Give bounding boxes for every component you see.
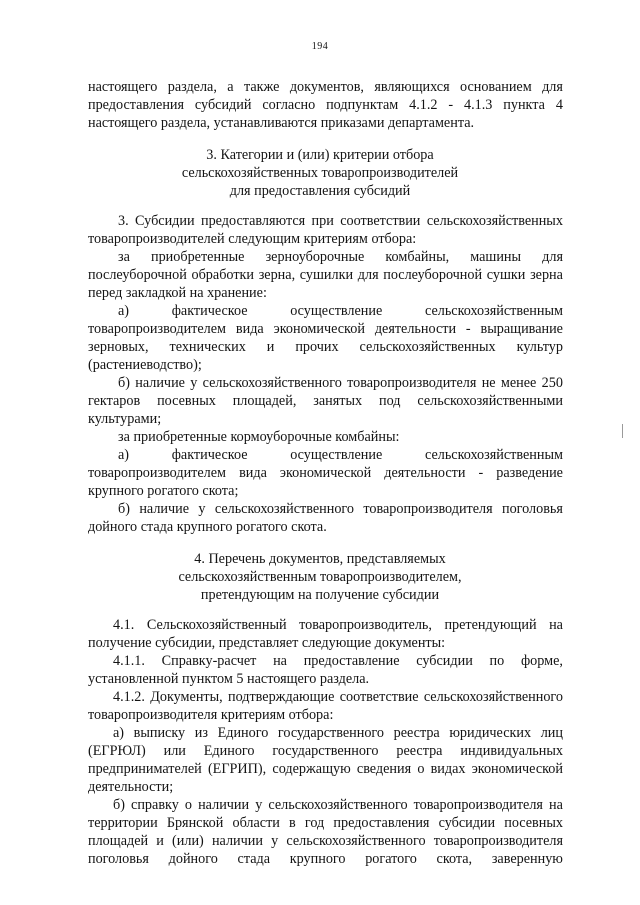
text-line xyxy=(88,266,563,284)
word: справку xyxy=(131,797,179,813)
word: о xyxy=(417,761,425,777)
text-line: перед закладкой на хранение: xyxy=(88,285,267,301)
word: б) xyxy=(113,797,125,813)
word: из xyxy=(194,725,208,741)
word: прочих xyxy=(295,339,339,355)
word: - xyxy=(448,97,454,113)
word: юридических xyxy=(449,725,532,741)
word: о xyxy=(184,797,192,813)
text-line: настоящего раздела, устанавливаются приказами департамента. xyxy=(88,115,475,131)
word: - xyxy=(478,465,484,481)
word: предоставляются xyxy=(200,213,306,229)
word: (ЕГРЮЛ) xyxy=(88,743,146,759)
word: экономической xyxy=(279,465,372,481)
word: Единого xyxy=(217,725,269,741)
word: по xyxy=(489,653,505,669)
word: документов, xyxy=(289,79,364,95)
text-line xyxy=(113,688,563,706)
word: наличие xyxy=(135,375,185,391)
section-4-heading-line: претендующим на получение субсидии xyxy=(200,587,440,603)
word: товаропроизводителя xyxy=(363,501,493,517)
text-line xyxy=(88,338,563,356)
word: площадей, xyxy=(232,393,297,409)
word: за xyxy=(118,249,130,265)
text-line: крупного рогатого скота; xyxy=(88,483,239,499)
word: у xyxy=(255,797,263,813)
word: реестра xyxy=(396,743,443,759)
text-line: товаропроизводителя критериям отбора: xyxy=(88,707,334,723)
word: выписку xyxy=(133,725,186,741)
word: а) xyxy=(113,725,125,741)
word: крупного xyxy=(289,851,346,867)
word: 4.1. xyxy=(113,617,135,633)
word: подпунктам xyxy=(326,97,399,113)
word: также xyxy=(243,79,280,95)
word: посевных xyxy=(157,393,216,409)
word: машины xyxy=(470,249,522,265)
section-3-heading-line: сельскохозяйственных товаропроизводителей xyxy=(181,165,459,181)
word: предоставления xyxy=(88,97,185,113)
word: заверенную xyxy=(491,851,563,867)
word: товаропроизводителем xyxy=(88,321,227,337)
text-line xyxy=(113,796,563,814)
word: сельскохозяйственными xyxy=(417,393,563,409)
word: сельскохозяйственных xyxy=(359,339,496,355)
word: сельскохозяйственного xyxy=(202,375,342,391)
word: пункта xyxy=(503,97,545,113)
section-4-heading-line: 4. Перечень документов, представляемых xyxy=(194,551,446,567)
word: товаропроизводитель, xyxy=(299,617,432,633)
word: претендующий xyxy=(444,617,537,633)
word: культур xyxy=(516,339,563,355)
word: а xyxy=(227,79,234,95)
word: при xyxy=(311,213,334,229)
word: зерновых, xyxy=(88,339,149,355)
word: вида xyxy=(235,321,264,337)
word: согласно xyxy=(262,97,316,113)
word: товаропроизводителя xyxy=(433,833,563,849)
word: государственного xyxy=(277,725,384,741)
page-number: 194 xyxy=(311,41,329,52)
word: или xyxy=(163,743,186,759)
text-line xyxy=(88,832,563,850)
text-line xyxy=(88,464,563,482)
word: площадей xyxy=(88,833,149,849)
word: (ЕГРИП), xyxy=(207,761,267,777)
word: гектаров xyxy=(88,393,141,409)
word: сельскохозяйственного xyxy=(286,833,426,849)
word: сельскохозяйственным xyxy=(424,447,563,463)
word: посевных xyxy=(504,815,563,831)
word: основанием xyxy=(460,79,532,95)
text-line: за приобретенные кормоуборочные комбайны: xyxy=(118,429,400,445)
word: в xyxy=(289,815,296,831)
word: являющихся xyxy=(374,79,450,95)
word: сельскохозяйственного xyxy=(214,501,354,517)
word: не xyxy=(481,375,496,391)
word: 4.1.2. xyxy=(113,689,145,705)
word: 4.1.2 xyxy=(409,97,438,113)
word: сушки xyxy=(486,267,526,283)
text-line xyxy=(88,760,563,778)
word: фактическое xyxy=(171,303,248,319)
text-line: (растениеводство); xyxy=(88,357,202,373)
word: (или) xyxy=(172,833,204,849)
word: б) xyxy=(118,501,130,517)
word: для xyxy=(542,79,563,95)
word: настоящего xyxy=(88,79,158,95)
word: занятых xyxy=(313,393,363,409)
word: подтверждающие xyxy=(227,689,335,705)
word: сельскохозяйственного xyxy=(268,797,408,813)
word: скота, xyxy=(436,851,473,867)
word: предоставления xyxy=(333,815,430,831)
word: лиц xyxy=(540,725,563,741)
word: товаропроизводителем xyxy=(88,465,227,481)
word: раздела, xyxy=(167,79,217,95)
word: деятельности xyxy=(384,465,466,481)
text-line: деятельности; xyxy=(88,779,174,795)
text-line: культурами; xyxy=(88,411,162,427)
section-3-heading-line: 3. Категории и (или) критерии отбора xyxy=(206,147,434,163)
word: выращивание xyxy=(480,321,563,337)
word: у xyxy=(190,375,198,391)
word: сельскохозяйственным xyxy=(424,303,563,319)
word: 3. xyxy=(118,213,129,229)
word: для xyxy=(542,249,563,265)
word: год xyxy=(304,815,325,831)
word: на xyxy=(549,797,563,813)
word: и xyxy=(266,339,275,355)
word: осуществление xyxy=(290,447,383,463)
word: фактическое xyxy=(171,447,248,463)
word: поголовья xyxy=(88,851,149,867)
word: поголовья xyxy=(502,501,563,517)
word: послеуборочной xyxy=(88,267,187,283)
word: стада xyxy=(237,851,271,867)
margin-mark xyxy=(622,424,623,438)
word: б) xyxy=(118,375,130,391)
word: осуществление xyxy=(290,303,383,319)
word: сельскохозяйственного xyxy=(423,689,563,705)
word: технических xyxy=(169,339,246,355)
word: послеуборочной xyxy=(383,267,483,283)
text-line xyxy=(88,392,563,410)
word: Брянской xyxy=(166,815,224,831)
word: индивидуальных xyxy=(460,743,563,759)
word: территории xyxy=(88,815,158,831)
word: деятельности xyxy=(374,321,457,337)
word: наличии xyxy=(211,833,263,849)
word: зерноуборочные xyxy=(265,249,365,265)
word: дойного xyxy=(168,851,218,867)
text-line: получение субсидии, представляет следующие документы: xyxy=(88,635,446,651)
text-line xyxy=(88,320,563,338)
word: Единого xyxy=(203,743,255,759)
word: обработки xyxy=(191,267,255,283)
word: для xyxy=(357,267,379,283)
word: Субсидии xyxy=(135,213,195,229)
word: рогатого xyxy=(365,851,417,867)
text-line: товаропроизводителей следующим критериям отбора: xyxy=(88,231,417,247)
text-line xyxy=(88,814,563,832)
word: 4 xyxy=(555,97,563,113)
word: государственного xyxy=(272,743,379,759)
word: экономической xyxy=(273,321,365,337)
word: менее xyxy=(500,375,537,391)
text-line xyxy=(118,212,563,230)
word: приобретенные xyxy=(150,249,245,265)
word: предпринимателей xyxy=(88,761,202,777)
word: комбайны, xyxy=(385,249,450,265)
word: предоставление xyxy=(303,653,400,669)
text-line xyxy=(113,652,563,670)
text-line xyxy=(113,616,563,634)
word: реестра xyxy=(393,725,440,741)
text-line xyxy=(118,374,563,392)
word: у xyxy=(198,501,206,517)
word: зерна xyxy=(530,267,563,283)
word: субсидии xyxy=(438,815,496,831)
word: Документы, xyxy=(150,689,223,705)
word: сушилки xyxy=(299,267,354,283)
word: субсидий xyxy=(194,97,252,113)
text-line: установленной пунктом 5 настоящего раздела. xyxy=(88,671,370,687)
word: разведение xyxy=(496,465,563,481)
word: и xyxy=(156,833,164,849)
word: у xyxy=(271,833,279,849)
word: 4.1.1. xyxy=(113,653,145,669)
word: зерна, xyxy=(258,267,296,283)
word: форме, xyxy=(520,653,563,669)
word: на xyxy=(273,653,287,669)
word: сведения xyxy=(356,761,412,777)
word: сельскохозяйственных xyxy=(426,213,563,229)
word: а) xyxy=(118,303,130,319)
word: Сельскохозяйственный xyxy=(146,617,287,633)
text-line xyxy=(113,724,563,742)
word: товаропроизводителя xyxy=(347,375,477,391)
text-line xyxy=(118,500,563,518)
word: экономической xyxy=(471,761,563,777)
word: 4.1.3 xyxy=(464,97,493,113)
word: соответствии xyxy=(340,213,421,229)
word: Справку-расчет xyxy=(161,653,257,669)
word: наличие xyxy=(139,501,190,517)
word: под xyxy=(379,393,401,409)
word: области xyxy=(232,815,280,831)
word: видах xyxy=(430,761,466,777)
section-4-heading-line: сельскохозяйственным товаропроизводителем, xyxy=(178,569,462,585)
word: содержащую xyxy=(272,761,351,777)
word: - xyxy=(465,321,471,337)
text-line xyxy=(118,302,563,320)
text-line xyxy=(118,446,563,464)
word: на xyxy=(549,617,563,633)
text-line xyxy=(88,78,563,96)
text-line: дойного стада крупного рогатого скота. xyxy=(88,519,327,535)
text-line xyxy=(88,742,563,760)
text-line xyxy=(88,850,563,868)
text-line xyxy=(118,248,563,266)
word: а) xyxy=(118,447,130,463)
word: товаропроизводителя xyxy=(413,797,543,813)
word: 250 xyxy=(541,375,563,391)
word: субсидии xyxy=(416,653,473,669)
text-line xyxy=(88,96,563,114)
section-3-heading-line: для предоставления субсидий xyxy=(229,183,411,199)
word: вида xyxy=(239,465,267,481)
word: наличии xyxy=(198,797,250,813)
word: соответствие xyxy=(339,689,419,705)
